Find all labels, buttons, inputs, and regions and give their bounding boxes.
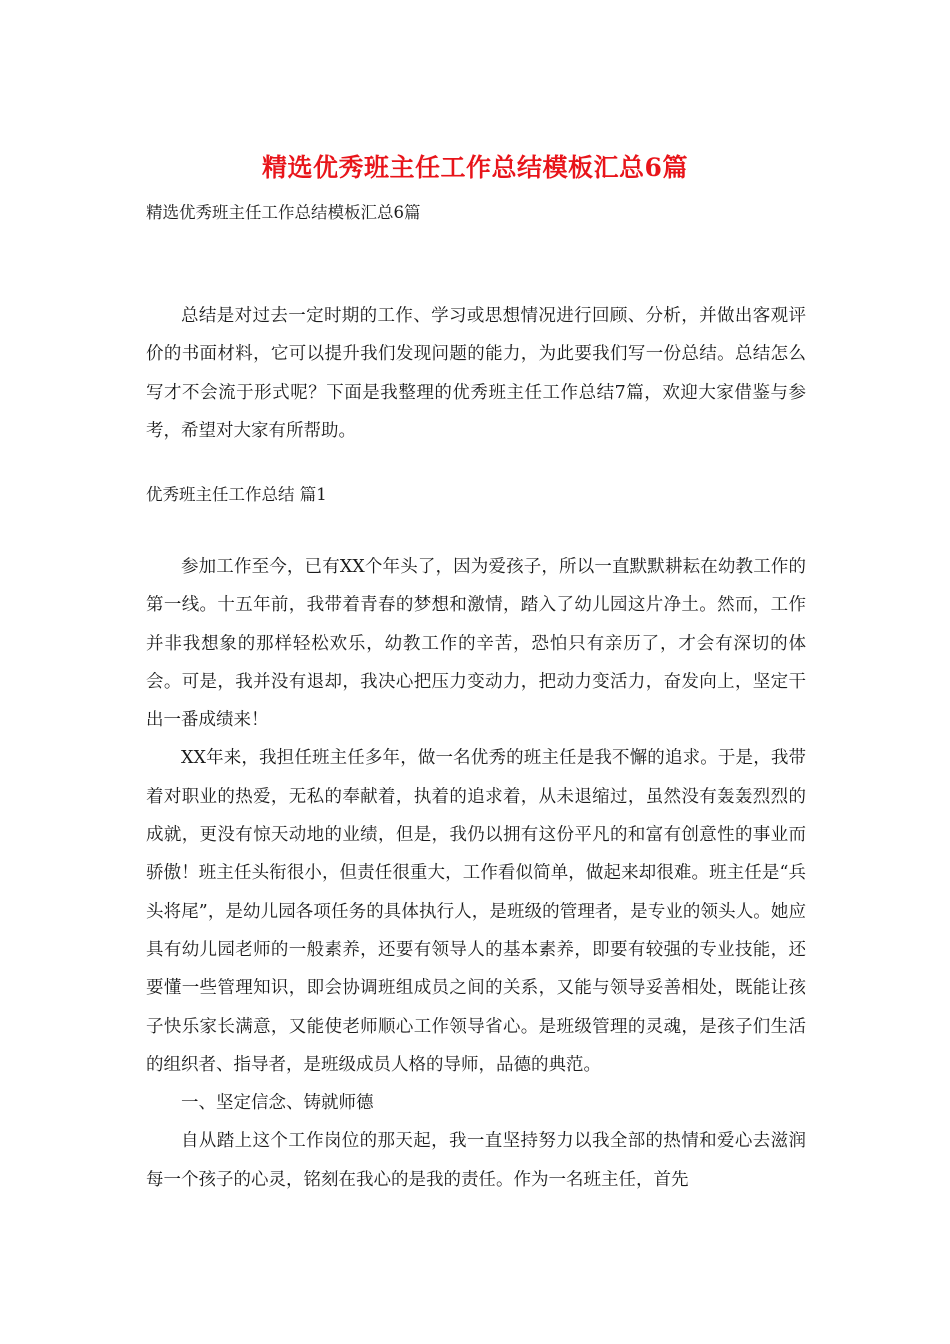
paragraph: 自从踏上这个工作岗位的那天起，我一直坚持努力以我全部的热情和爱心去滋润每一个孩子的心灵，铭刻在我心的是我的责任。作为一名班主任，首先	[146, 1131, 806, 1190]
subsection-heading: 一、坚定信念、铸就师德	[181, 1093, 374, 1114]
paragraph: 参加工作至今，已有XX个年头了，因为爱孩子，所以一直默默耕耘在幼教工作的第一线。十五年前，我带着青春的梦想和激情，踏入了幼儿园这片净土。然而，工作并非我想象的那样轻松欢乐，幼教工作的辛苦，恐怕只有亲历了，才会有深切的体会。可是，我并没有退却，我决心把压力变动力，把动力变活力，奋发向上，坚定干出一番成绩来！	[146, 557, 806, 731]
intro-paragraph: 总结是对过去一定时期的工作、学习或思想情况进行回顾、分析，并做出客观评价的书面材料，它可以提升我们发现问题的能力，为此要我们写一份总结。总结怎么写才不会流于形式呢？下面是我整理的优秀班主任工作总结7篇，欢迎大家借鉴与参考，希望对大家有所帮助。	[146, 306, 806, 441]
intro-block	[146, 297, 806, 450]
document-title: 精选优秀班主任工作总结模板汇总6篇	[262, 153, 688, 182]
section-content	[146, 548, 806, 1199]
document-subtitle: 精选优秀班主任工作总结模板汇总6篇	[146, 203, 421, 222]
paragraph: XX年来，我担任班主任多年，做一名优秀的班主任是我不懈的追求。于是，我带着对职业的热爱，无私的奉献着，执着的追求着，从未退缩过，虽然没有轰轰烈烈的成就，更没有惊天动地的业绩，但是，我仍以拥有这份平凡的和富有创意性的事业而骄傲！班主任头衔很小，但责任很重大，工作看似简单，做起来却很难。班主任是“兵头将尾”，是幼儿园各项任务的具体执行人，是班级的管理者，是专业的领头人。她应具有幼儿园老师的一般素养，还要有领导人的基本素养，即要有较强的专业技能，还要懂一些管理知识，即会协调班组成员之间的关系，又能与领导妥善相处，既能让孩子快乐家长满意，又能使老师顺心工作领导省心。是班级管理的灵魂，是孩子们生活的组织者、指导者，是班级成员人格的导师，品德的典范。	[146, 748, 806, 1075]
section-heading: 优秀班主任工作总结 篇1	[146, 485, 327, 504]
